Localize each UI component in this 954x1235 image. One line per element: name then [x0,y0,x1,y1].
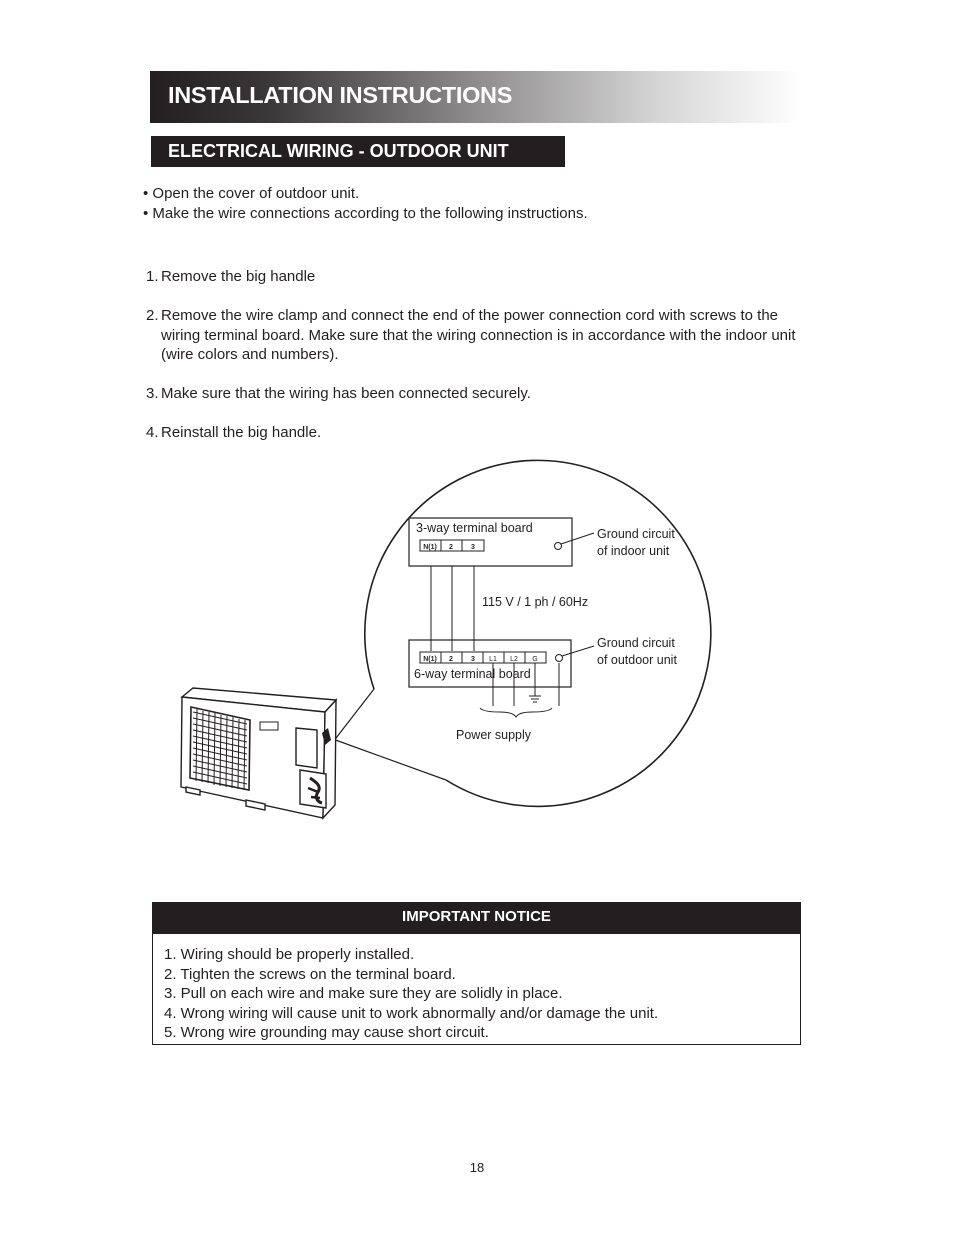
ground-outdoor-label: of outdoor unit [597,653,677,667]
notice-list [164,945,800,1043]
page-title: INSTALLATION INSTRUCTIONS [168,82,513,108]
notice-item: 4. Wrong wiring will cause unit to work abnormally and/or damage the unit. [164,1004,659,1022]
step-text: Reinstall the big handle. [161,424,322,441]
indoor-terminal-label: N(1) [423,544,437,551]
outdoor-terminal-label: L1 [489,656,497,663]
outdoor-board-label: 6-way terminal board [414,667,531,681]
outdoor-terminal-label: 3 [471,656,475,663]
voltage-label: 115 V / 1 ph / 60Hz [482,595,589,609]
notice-title: IMPORTANT NOTICE [153,903,800,934]
step-number: 3. [146,385,159,402]
page-number: 18 [469,1160,485,1175]
outdoor-terminal-label: N(1) [423,656,437,663]
step-number: 1. [146,268,159,285]
notice-item: 2. Tighten the screws on the terminal board. [164,965,456,983]
outdoor-terminal-label: L2 [510,656,518,663]
ground-indoor-label: of indoor unit [597,544,670,558]
step-number: 4. [146,424,159,441]
step-text: Remove the wire clamp and connect the end of the power connection cord with screws to the wiring terminal board. Make sure that the wiring connection is in accordance with the indoor unit (wire colors and numbers). [161,307,796,363]
indoor-terminal-label: 3 [471,544,475,551]
indoor-board-label: 3-way terminal board [416,521,533,535]
step-text: Make sure that the wiring has been connected securely. [161,385,531,402]
indoor-ground-screw [555,533,595,550]
important-notice-box [152,902,801,1045]
power-supply-label: Power supply [456,728,532,742]
outdoor-terminal-label: 2 [449,656,453,663]
step-text: Remove the big handle [161,268,316,285]
ground-indoor-label: Ground circuit [597,527,675,541]
connecting-wires [431,566,474,651]
notice-item: 3. Pull on each wire and make sure they are solidly in place. [164,985,563,1002]
outdoor-ground-screw [556,646,595,662]
ground-outdoor-label: Ground circuit [597,636,675,650]
bullet-item: • Open the cover of outdoor unit. [143,185,360,202]
section-title: ELECTRICAL WIRING - OUTDOOR UNIT [168,141,509,161]
notice-item: 1. Wiring should be properly installed. [164,946,415,963]
outdoor-terminal-label: G [532,656,538,663]
outdoor-unit-illustration [181,688,336,818]
indoor-terminal-label: 2 [449,544,453,551]
notice-item: 5. Wrong wire grounding may cause short circuit. [164,1024,489,1041]
leader-line [330,738,446,780]
bullet-item: • Make the wire connections according to the following instructions. [143,204,588,222]
step-number: 2. [146,307,159,324]
magnifier-circle [365,460,711,806]
outdoor-terminal-strip [420,652,546,663]
